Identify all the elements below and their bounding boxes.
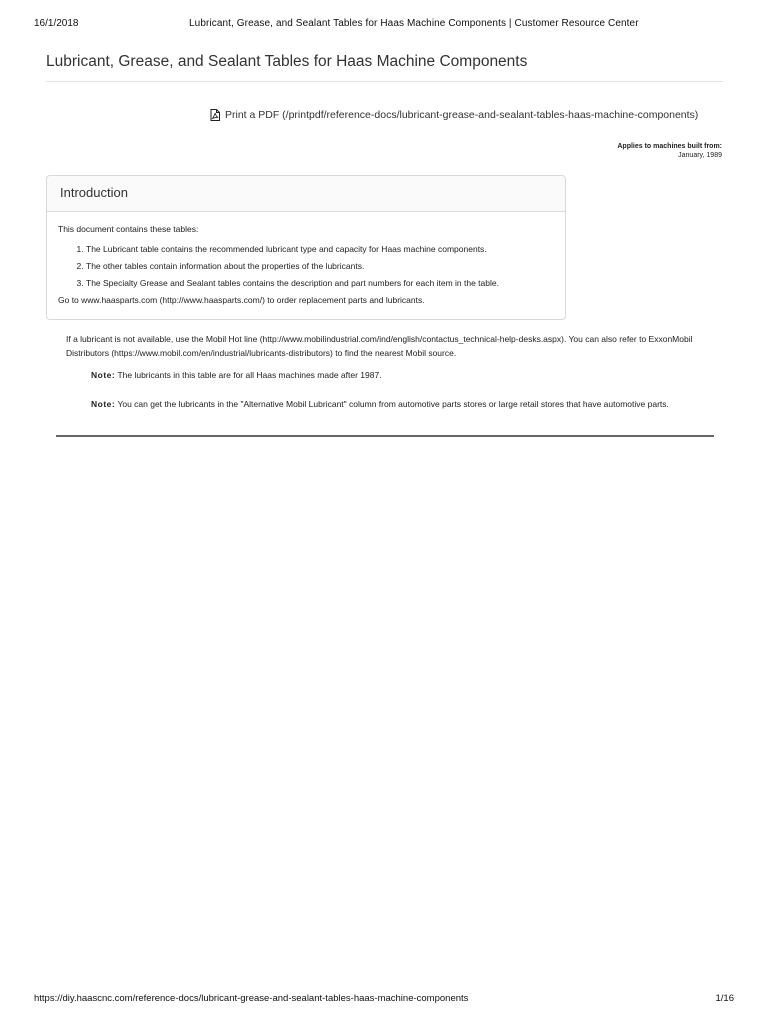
applies-to [617, 142, 722, 160]
introduction-body [47, 212, 565, 305]
note-2 [91, 397, 701, 411]
note-label: Note: [91, 399, 116, 409]
pdf-icon [210, 109, 220, 121]
note-text: The lubricants in this table are for all Haas machines made after 1987. [117, 370, 382, 380]
haasparts-link-text[interactable]: Go to www.haasparts.com (http://www.haasparts.com/) to order replacement parts and lubricants. [58, 295, 425, 305]
title-divider [46, 81, 723, 82]
print-url: https://diy.haascnc.com/reference-docs/lubricant-grease-and-sealant-tables-haas-machine-components [34, 993, 469, 1004]
page-title: Lubricant, Grease, and Sealant Tables for Haas Machine Components [46, 53, 528, 70]
introduction-panel [46, 175, 566, 320]
note-1 [91, 368, 701, 382]
page-number: 1/16 [715, 993, 734, 1004]
print-footer [34, 993, 734, 1005]
print-date: 16/1/2018 [34, 18, 79, 29]
note-text: You can get the lubricants in the "Alternative Mobil Lubricant" column from automotive parts stores or large retail stores that have automotive parts. [117, 399, 669, 409]
print-pdf-link[interactable] [210, 109, 698, 121]
list-item: 3. The Specialty Grease and Sealant tables contains the description and part numbers for each item in the table. [86, 278, 565, 289]
print-header [34, 18, 734, 32]
applies-date: January, 1989 [678, 152, 722, 159]
mobil-hotline-paragraph: If a lubricant is not available, use the Mobil Hot line (http://www.mobilindustrial.com/ind/english/contactus_technical-help-desks.aspx). You can also refer to ExxonMobil Distributors (https://www.mobil.com/en/industrial/lubricants-distributors) to find the nearest Mobil source. [66, 334, 693, 358]
list-item: 2. The other tables contain information about the properties of the lubricants. [86, 261, 565, 272]
print-doc-title: Lubricant, Grease, and Sealant Tables for Haas Machine Components | Customer Resource Center [189, 18, 639, 29]
applies-label: Applies to machines built from: [617, 143, 722, 150]
print-pdf-label: Print a PDF (/printpdf/reference-docs/lubricant-grease-and-sealant-tables-haas-machine-components) [225, 109, 699, 121]
table-list [58, 244, 565, 289]
section-divider [56, 435, 714, 437]
introduction-header [47, 176, 565, 212]
list-item: 1. The Lubricant table contains the recommended lubricant type and capacity for Haas machine components. [86, 244, 565, 255]
introduction-heading: Introduction [60, 185, 128, 200]
introduction-lead: This document contains these tables: [58, 224, 199, 234]
note-label: Note: [91, 370, 116, 380]
